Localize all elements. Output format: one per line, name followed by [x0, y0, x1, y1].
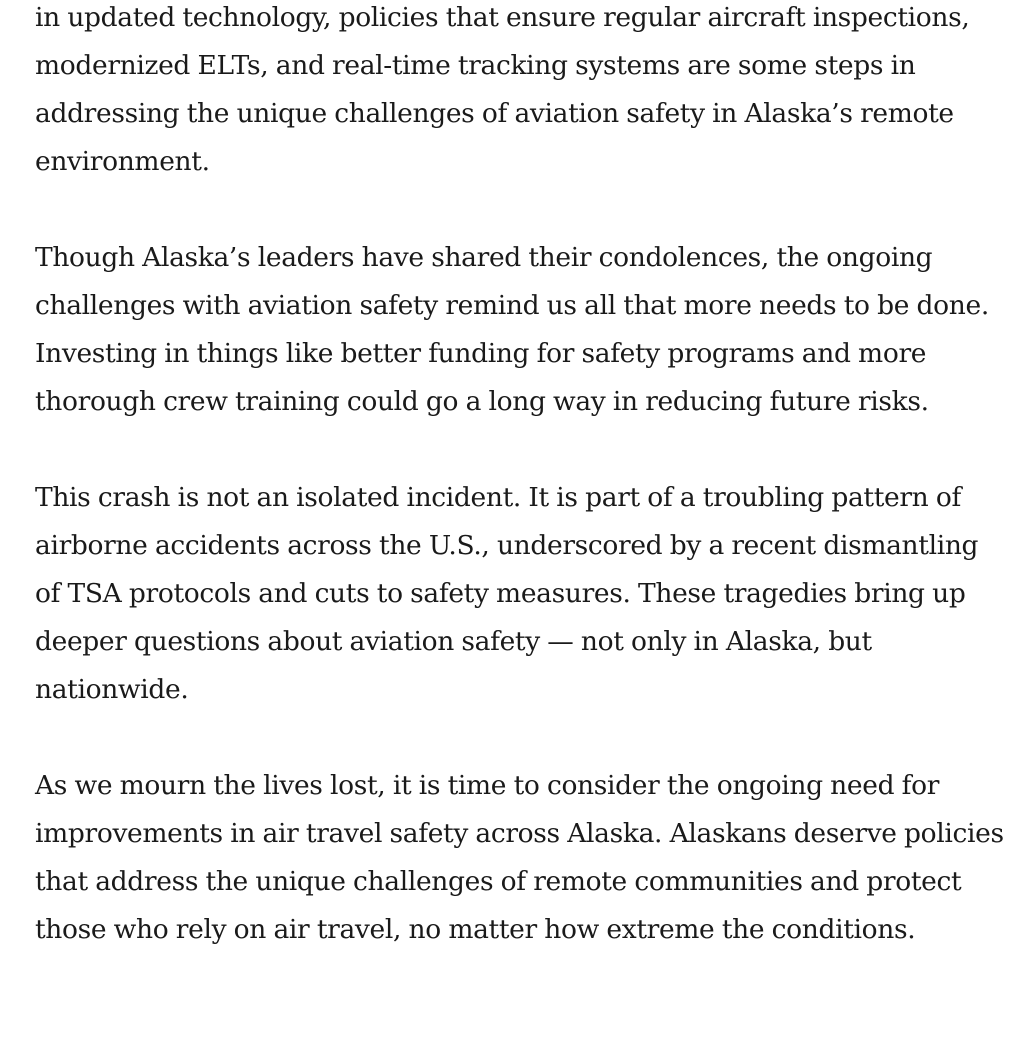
article-paragraph: in updated technology, policies that ensure regular aircraft inspections, modernized ELTs, and real-time tracking systems are some steps in addressing the unique challenges of aviation safety in Alaska’s remote environment.	[35, 2, 970, 177]
article-paragraph: This crash is not an isolated incident. It is part of a troubling pattern of airborne accidents across the U.S., underscored by a recent dismantling of TSA protocols and cuts to safety measures. These tragedies bring up deeper questions about aviation safety — not only in Alaska, but nationwide.	[35, 482, 979, 705]
article-paragraph: Though Alaska’s leaders have shared their condolences, the ongoing challenges with aviation safety remind us all that more needs to be done. Investing in things like better funding for safety programs and more thorough crew training could go a long way in reducing future risks.	[35, 242, 989, 417]
article-paragraph: As we mourn the lives lost, it is time to consider the ongoing need for improvements in air travel safety across Alaska. Alaskans deserve policies that address the unique challenges of remote communities and protect those who rely on air travel, no matter how extreme the conditions.	[35, 770, 1004, 945]
article-body	[35, 0, 1005, 1002]
